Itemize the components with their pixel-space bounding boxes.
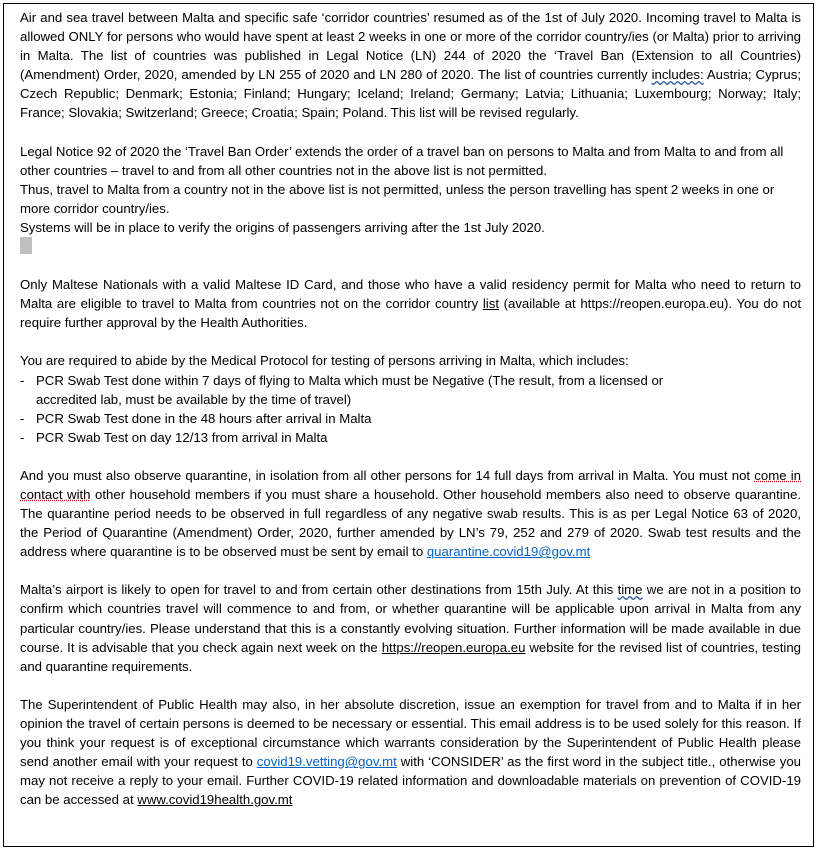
medical-protocol-intro: You are required to abide by the Medical Protocol for testing of persons arriving in Malta, which includes: [20,353,629,369]
airport-text-end: website for the revised list of countries, testing and quarantine requirements. [20,639,801,674]
contact-phrase: come in contact with [20,467,801,502]
paragraph-airport [20,580,801,675]
list-item [20,371,801,409]
document-page [3,3,814,847]
spacer [20,447,801,466]
paragraph-corridor-countries [20,8,801,123]
list-link[interactable]: list [482,296,499,312]
nationals-text: Only Maltese Nationals with a valid Maltese ID Card, and those who have a valid residency permit for Malta who need to return to Malta are eligible to travel to Malta from countries not on the corridor country [20,277,801,312]
dash-bullet: - [20,429,25,445]
paragraph-quarantine [20,466,801,561]
spacer [20,123,801,142]
reopen-europa-link[interactable]: https://reopen.europa.eu [381,639,526,655]
list-item-text: PCR Swab Test done within 7 days of flying to Malta which must be Negative (The result, from a licensed or accredited lab, must be available by the time of travel) [36,372,664,407]
list-item [20,409,801,428]
vetting-email-link[interactable]: covid19.vetting@gov.mt [256,754,397,770]
quarantine-email-link[interactable]: quarantine.covid19@gov.mt [426,544,591,560]
list-item [20,428,801,447]
country-list-text: Austria; Cyprus; Czech Republic; Denmark; Estonia; Finland; Hungary; Iceland; Ireland; Germany; Latvia; Lithuania; Luxembourg; Norway; Italy; France; Slovakia; Switzerland; Greece; Croatia; Spain; Poland. This list will be revised regularly. [20,67,801,121]
spacer [20,256,801,275]
spacer [20,332,801,351]
dash-bullet: - [20,372,25,388]
airport-text: Malta’s airport is likely to open for travel to and from certain other destinations from 15th July. At this [20,582,618,598]
superintendent-text: The Superintendent of Public Health may also, in her absolute discretion, issue an exemption for travel from and to Malta if in her opinion the travel of certain persons is deemed to be necessary or essential. This email address is to be used solely for this reason. If you think your request is of exceptional circumstance which warrants consideration by the Superintendent of Public Health please send another email with your request to [20,696,801,770]
time-word: time [617,582,643,598]
covid19health-link[interactable]: www.covid19health.gov.mt [137,792,293,808]
list-item-text: PCR Swab Test done in the 48 hours after arrival in Malta [36,410,372,426]
test-requirements-list [20,371,801,447]
corridor-text: Air and sea travel between Malta and specific safe ‘corridor countries’ resumed as of the 1st of July 2020. Incoming travel to Malta is allowed ONLY for persons who would have spent at least 2 weeks in one or more of the corridor country/ies (or Malta) prior to arriving in Malta. The list of countries was published in Legal Notice (LN) 244 of 2020 the ‘Travel Ban (Extension to all Countries) (Amendment) Order, 2020, amended by LN 255 of 2020 and LN 280 of 2020. The list of countries currently [20,10,801,83]
paragraph-travel-ban-thus: Thus, travel to Malta from a country not in the above list is not permitted, unless the person travelling has spent 2 weeks in one or more corridor country/ies. [20,181,775,216]
paragraph-superintendent [20,695,801,810]
paragraph-systems: Systems will be in place to verify the origins of passengers arriving after the 1st July 2020. [20,219,545,235]
list-item-text: PCR Swab Test on day 12/13 from arrival in Malta [36,429,328,445]
quarantine-text-cont: other household members if you must share a household. Other household members also need to observe quarantine. The quarantine period needs to be observed in full regardless of any negative swab results. This is as per Legal Notice 63 of 2020, the Period of Quarantine (Amendment) Order, 2020, further amended by LN’s 79, 252 and 279 of 2020. Swab test results and the address where quarantine is to be observed must be sent by email to [20,486,802,560]
quarantine-text: And you must also observe quarantine, in isolation from all other persons for 14 full days from arrival in Malta. You must not [20,467,755,483]
nationals-text-end: (available at https://reopen.europa.eu). You do not require further approval by the Health Authorities. [20,296,801,331]
includes-word: includes: [651,67,704,83]
superintendent-text-cont: with ‘CONSIDER’ as the first word in the subject title., otherwise you may not receive a reply to your email. Further COVID-19 related information and downloadable materials on prevention of COVID-19 can be accessed at [20,754,801,808]
spacer [20,561,801,580]
spacer [20,676,801,695]
paragraph-travel-ban: Legal Notice 92 of 2020 the ‘Travel Ban Order’ extends the order of a travel ban on persons to Malta and from Malta to and from all other countries – travel to and from all other countries not in the above list is not permitted. [20,143,784,178]
paragraph-marker [20,237,32,254]
dash-bullet: - [20,410,25,426]
empty-line-marker [20,237,801,256]
paragraph-maltese-nationals [20,275,801,332]
airport-text-cont: we are not in a position to confirm which countries travel will commence to and from, or whether quarantine will be applicable upon arrival in Malta from any particular country/ies. Please understand that this is a constantly evolving situation. Further information will be made available in due course. It is advisable that you check again next week on the [20,582,801,655]
